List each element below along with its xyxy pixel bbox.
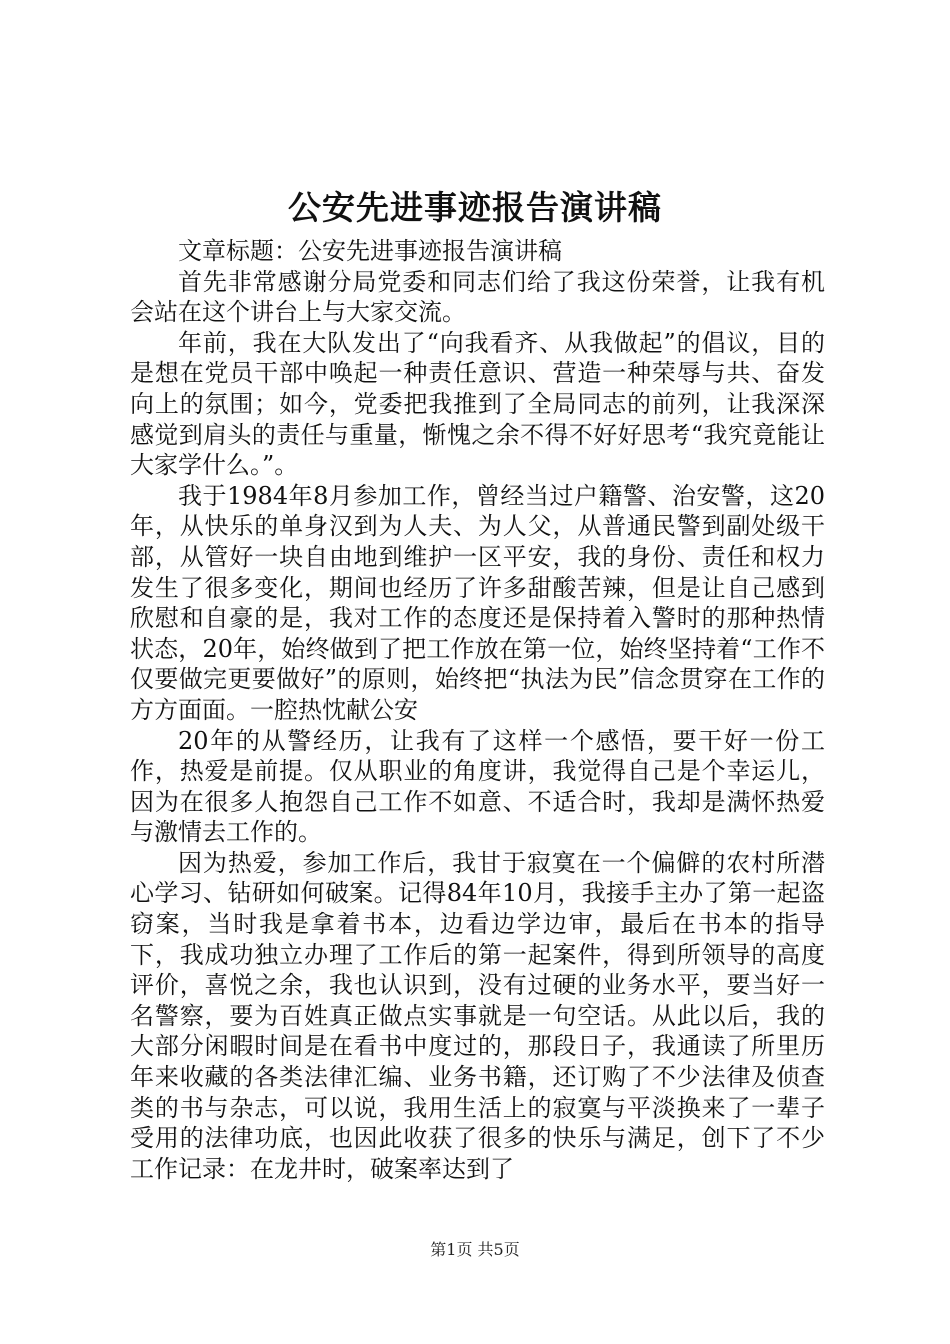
paragraph-initiative: 年前，我在大队发出了“向我看齐、从我做起”的倡议，目的是想在党员干部中唤起一种责任意识、营造一种荣辱与共、奋发向上的氛围；如今，党委把我推到了全局同志的前列，让我深深感觉到肩头的责任与重量，惭愧之余不得不好好思考“我究竟能让大家学什么。”。 [130,328,825,480]
document-body [130,236,825,1184]
paragraph-thanks: 首先非常感谢分局党委和同志们给了我这份荣誉，让我有机会站在这个讲台上与大家交流。 [130,267,825,327]
paragraph-study: 因为热爱，参加工作后，我甘于寂寞在一个偏僻的农村所潜心学习、钻研如何破案。记得84年10月，我接手主办了第一起盗窃案，当时我是拿着书本，边看边学边审，最后在书本的指导下，我成功独立办理了工作后的第一起案件，得到所领导的高度评价，喜悦之余，我也认识到，没有过硬的业务水平，要当好一名警察，要为百姓真正做点实事就是一句空话。从此以后，我的大部分闲暇时间是在看书中度过的，那段日子，我通读了所里历年来收藏的各类法律汇编、业务书籍，还订购了不少法律及侦查类的书与杂志，可以说，我用生活上的寂寞与平淡换来了一辈子受用的法律功底，也因此收获了很多的快乐与满足，创下了不少工作记录：在龙井时，破案率达到了 [130,848,825,1183]
page-number: 第1页 共5页 [430,1240,520,1259]
paragraph-career: 我于1984年8月参加工作，曾经当过户籍警、治安警，这20年，从快乐的单身汉到为人夫、为人父，从普通民警到副处级干部，从管好一块自由地到维护一区平安，我的身份、责任和权力发生了很多变化，期间也经历了许多甜酸苦辣，但是让自己感到欣慰和自豪的是，我对工作的态度还是保持着入警时的那种热情状态，20年，始终做到了把工作放在第一位，始终坚持着“工作不仅要做完更要做好”的原则，始终把“执法为民”信念贯穿在工作的方方面面。一腔热忱献公安 [130,481,825,724]
paragraph-passion: 20年的从警经历，让我有了这样一个感悟，要干好一份工作，热爱是前提。仅从职业的角度讲，我觉得自己是个幸运儿，因为在很多人抱怨自己工作不如意、不适合时，我却是满怀热爱与激情去工作的。 [130,726,825,847]
paragraph-article-title: 文章标题：公安先进事迹报告演讲稿 [178,237,562,265]
document-title: 公安先进事迹报告演讲稿 [288,188,662,227]
